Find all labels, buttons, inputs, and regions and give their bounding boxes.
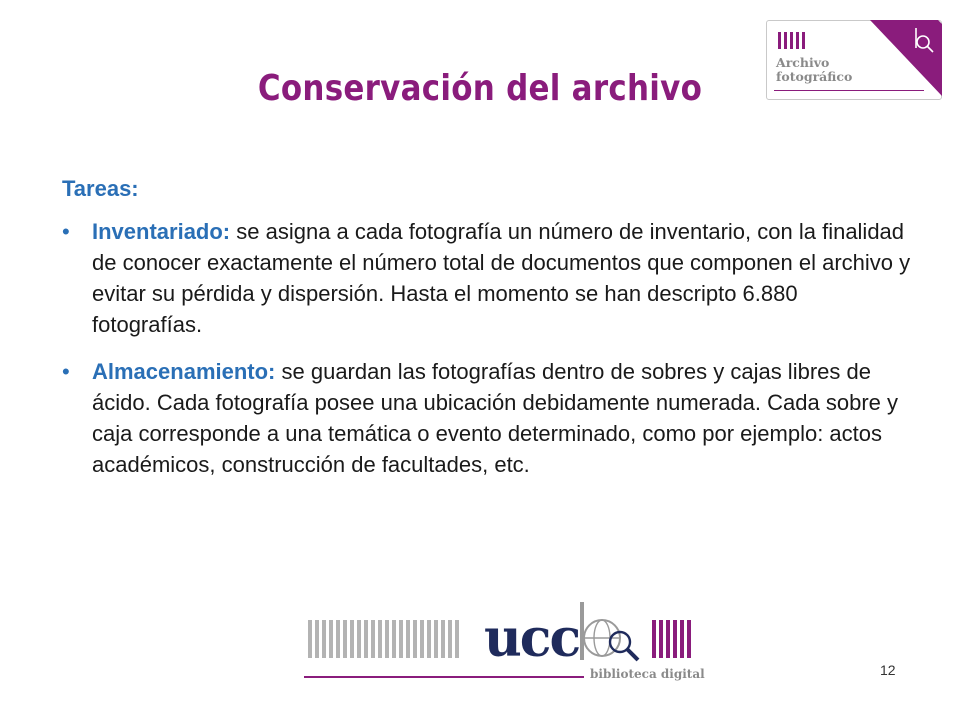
banner-underline xyxy=(304,676,584,678)
tasks-list xyxy=(62,216,912,496)
logo-barcode xyxy=(778,32,805,49)
list-item xyxy=(62,356,912,480)
banner-caption: biblioteca digital xyxy=(590,667,705,681)
logo-corner-triangle xyxy=(866,20,942,100)
archivo-fotografico-logo xyxy=(766,20,942,100)
ucc-wordmark: ucc xyxy=(484,608,580,669)
bullet-text: se guardan las fotografías dentro de sobres y cajas libres de ácido. Cada fotografía posee una ubicación debidamente numerada. Cada sobre y caja corresponde a una temática o evento determinado, como por ejemplo: actos académicos, construcción de facultades, etc. xyxy=(92,359,898,477)
ucc-biblioteca-digital-logo xyxy=(300,596,720,686)
logo-text xyxy=(776,56,852,84)
bullet-text: se asigna a cada fotografía un número de inventario, con la finalidad de conocer exactamente el número total de documentos que componen el archivo y evitar su pérdida y dispersión. Hasta el momento se han descripto 6.880 fotografías. xyxy=(92,219,911,337)
bullet-term: Almacenamiento: xyxy=(92,359,276,384)
bullet-icon: • xyxy=(62,219,70,244)
bullet-term: Inventariado: xyxy=(92,219,231,244)
logo-text-line2: fotográfico xyxy=(776,69,853,84)
tasks-heading: Tareas: xyxy=(62,176,139,201)
logo-text-line1: Archivo xyxy=(776,55,830,70)
slide-title: Conservación del archivo xyxy=(257,68,703,109)
barcode-accent xyxy=(652,620,691,658)
list-item xyxy=(62,216,912,340)
globe-magnifier-icon xyxy=(576,598,646,674)
logo-underline xyxy=(774,90,924,91)
barcode-decoration xyxy=(308,620,459,658)
bullet-icon: • xyxy=(62,359,70,384)
page-number: 12 xyxy=(880,662,896,678)
